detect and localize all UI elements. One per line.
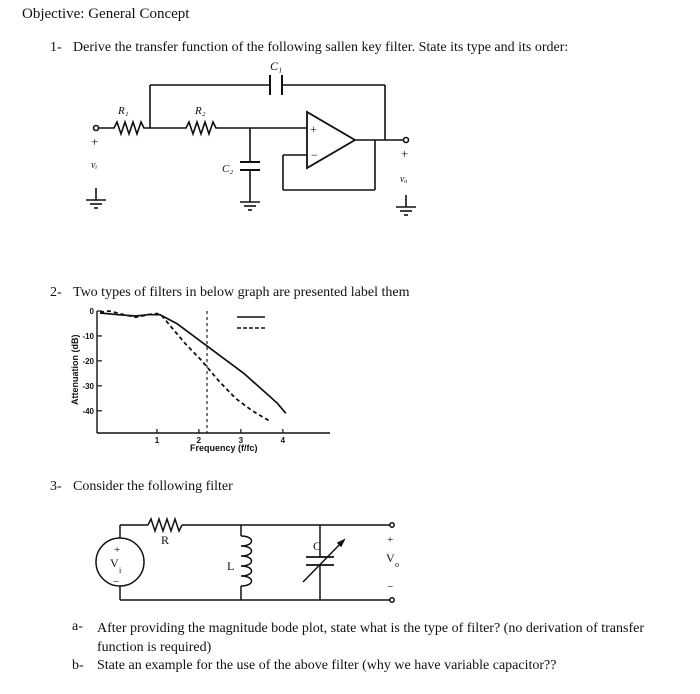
question-3-number: 3-: [50, 479, 62, 494]
question-3-text: Consider the following filter: [73, 479, 233, 494]
resistor-r: [148, 519, 182, 531]
label-r2: R₂: [195, 105, 206, 117]
variable-arrow: [303, 540, 344, 582]
subpart-b-text: State an example for the use of the above filter (why we have variable capacitor??: [97, 658, 557, 673]
output-terminal-top: [390, 523, 394, 527]
label-vi: vᵢ: [91, 160, 98, 171]
y-tick-label: -10: [82, 331, 94, 341]
subpart-a-text: After providing the magnitude bode plot, state what is the type of filter? (no derivation of transfer function is required): [97, 621, 645, 655]
label-src-minus: −: [113, 576, 120, 588]
label-vi: V: [110, 556, 119, 570]
subpart-a-label: a-: [72, 619, 83, 634]
variable-capacitor-c: [303, 540, 344, 582]
x-tick-label: 3: [238, 436, 244, 445]
label-out-minus: −: [387, 581, 394, 593]
label-c1: C₁: [270, 59, 283, 73]
label-opamp-plus: +: [310, 122, 317, 136]
label-input-plus: +: [91, 134, 99, 149]
y-tick-label: -20: [82, 356, 94, 366]
output-terminal-bottom: [390, 598, 394, 602]
x-tick-label: 2: [196, 436, 202, 445]
question-2-text: Two types of filters in below graph are presented label them: [73, 285, 410, 300]
question-1-number: 1-: [50, 40, 62, 55]
y-tick-label: 0: [89, 307, 94, 316]
x-tick-label: 4: [280, 436, 286, 445]
label-vi-sub: i: [119, 566, 122, 575]
label-c2: C₂: [222, 163, 234, 175]
question-1-text: Derive the transfer function of the following sallen key filter. State its type and its order:: [73, 40, 569, 55]
inductor-l: [241, 536, 252, 586]
label-out-plus: +: [387, 534, 394, 546]
label-vo: vₒ: [400, 174, 408, 185]
label-src-plus: +: [114, 544, 121, 556]
subpart-b-label: b-: [72, 658, 84, 673]
question-2-number: 2-: [50, 285, 62, 300]
label-c: C: [313, 539, 322, 553]
label-vo: V: [386, 551, 395, 565]
label-output-plus: +: [401, 146, 409, 161]
label-opamp-minus: −: [311, 148, 318, 162]
label-l: L: [227, 559, 235, 573]
y-axis-label: Attenuation (dB): [70, 334, 80, 405]
y-tick-label: -40: [82, 406, 94, 416]
label-r: R: [161, 533, 170, 547]
x-axis-label: Frequency (f/fc): [190, 443, 258, 453]
label-r1: R₁: [118, 105, 129, 117]
x-tick-label: 1: [154, 436, 160, 445]
label-vo-sub: o: [395, 560, 399, 569]
y-tick-label: -30: [82, 381, 94, 391]
page-title: Objective: General Concept: [22, 6, 190, 22]
